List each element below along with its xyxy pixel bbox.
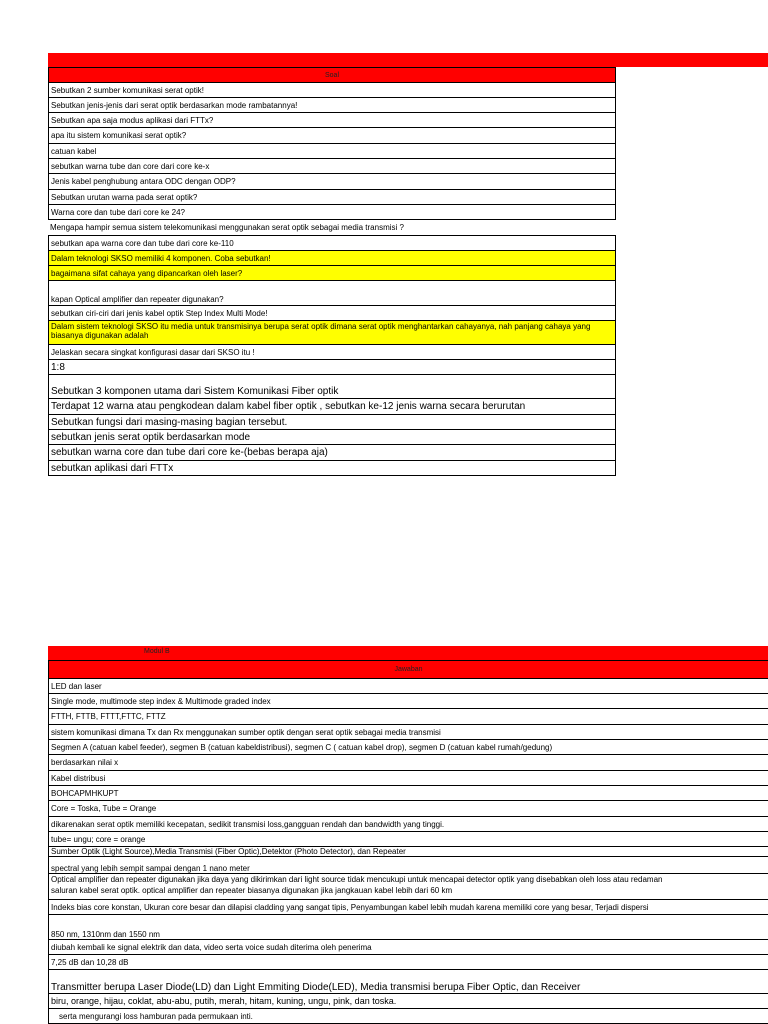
soal-row[interactable]: sebutkan apa warna core dan tube dari core ke-110 [48, 236, 616, 251]
jawaban-row[interactable]: spectral yang lebih sempit sampai dengan 1 nano meter [48, 857, 768, 874]
jawaban-header: Jawaban [48, 660, 768, 679]
jawaban-row[interactable]: Optical amplifier dan repeater digunakan jika daya yang dikirimkan dari light source tidak mencukupi untuk mencapai detector optik yang disebabkan oleh loss atau redaman [48, 874, 768, 886]
soal-row[interactable]: Sebutkan 3 komponen utama dari Sistem Komunikasi Fiber optik [48, 375, 616, 399]
jawaban-row[interactable]: LED dan laser [48, 679, 768, 694]
soal-row[interactable]: Terdapat 12 warna atau pengkodean dalam kabel fiber optik , sebutkan ke-12 jenis warna secara berurutan [48, 399, 616, 415]
jawaban-row[interactable]: saluran kabel serat optik. optical amplifier dan repeater biasanya digunakan jika jangkauan kabel lebih dari 60 km [48, 886, 768, 900]
jawaban-row[interactable]: 7,25 dB dan 10,28 dB [48, 955, 768, 970]
soal-row-highlighted[interactable]: Dalam teknologi SKSO memiliki 4 komponen. Coba sebutkan! [48, 251, 616, 266]
jawaban-row[interactable]: Transmitter berupa Laser Diode(LD) dan Light Emmiting Diode(LED), Media transmisi berupa Fiber Optic, dan Receiver [48, 970, 768, 994]
jawaban-row[interactable]: BOHCAPMHKUPT [48, 786, 768, 801]
jawaban-row[interactable]: Kabel distribusi [48, 771, 768, 786]
jawaban-row[interactable]: Sumber Optik (Light Source),Media Transmisi (Fiber Optic),Detektor (Photo Detector), dan Repeater [48, 847, 768, 857]
soal-row[interactable]: Sebutkan urutan warna pada serat optik? [48, 190, 616, 205]
jawaban-row[interactable]: dikarenakan serat optik memiliki kecepatan, sedikit transmisi loss,gangguan rendah dan bandwidth yang tinggi. [48, 817, 768, 832]
soal-row[interactable]: Warna core dan tube dari core ke 24? [48, 205, 616, 220]
soal-row[interactable]: Sebutkan 2 sumber komunikasi serat optik! [48, 83, 616, 98]
soal-row[interactable]: Sebutkan jenis-jenis dari serat optik berdasarkan mode rambatannya! [48, 98, 616, 113]
jawaban-row[interactable]: tube= ungu; core = orange [48, 832, 768, 847]
soal-row[interactable]: sebutkan aplikasi dari FTTx [48, 461, 616, 476]
jawaban-row[interactable]: berdasarkan nilai x [48, 755, 768, 771]
jawaban-row[interactable]: Segmen A (catuan kabel feeder), segmen B (catuan kabeldistribusi), segmen C ( catuan kabel drop), segmen D (catuan kabel rumah/gedung) [48, 740, 768, 755]
jawaban-row[interactable]: serta mengurangi loss hamburan pada permukaan inti. [48, 1009, 768, 1024]
soal-row[interactable]: apa itu sistem komunikasi serat optik? [48, 128, 616, 144]
soal-header: Soal [48, 67, 616, 83]
jawaban-row[interactable]: Indeks bias core konstan, Ukuran core besar dan dilapisi cladding yang sangat tipis, Penyambungan kabel lebih mudah karena memiliki core yang besar, Terjadi dispersi [48, 900, 768, 915]
soal-row-highlighted[interactable]: Dalam sistem teknologi SKSO itu media untuk transmisinya berupa serat optik dimana serat optik menghantarkan cahayanya, nah panjang cahaya yang biasanya digunakan adalah [48, 321, 616, 345]
soal-row[interactable]: Jenis kabel penghubung antara ODC dengan ODP? [48, 174, 616, 190]
soal-row[interactable]: sebutkan warna core dan tube dari core ke-(bebas berapa aja) [48, 445, 616, 461]
soal-row[interactable]: Mengapa hampir semua sistem telekomunikasi menggunakan serat optik sebagai media transmisi ? [48, 220, 616, 236]
soal-row[interactable]: 1:8 [48, 360, 616, 375]
jawaban-row[interactable]: biru, orange, hijau, coklat, abu-abu, putih, merah, hitam, kuning, ungu, pink, dan toska. [48, 994, 768, 1009]
soal-row-highlighted[interactable]: bagaimana sifat cahaya yang dipancarkan oleh laser? [48, 266, 616, 281]
jawaban-row[interactable]: diubah kembali ke signal elektrik dan data, video serta voice sudah diterima oleh penerima [48, 940, 768, 955]
soal-row[interactable]: Jelaskan secara singkat konfigurasi dasar dari SKSO itu ! [48, 345, 616, 360]
soal-row[interactable]: sebutkan ciri-ciri dari jenis kabel optik Step Index Multi Mode! [48, 306, 616, 321]
soal-row[interactable]: kapan Optical amplifier dan repeater digunakan? [48, 281, 616, 306]
jawaban-row[interactable]: 850 nm, 1310nm dan 1550 nm [48, 915, 768, 940]
soal-row[interactable]: catuan kabel [48, 144, 616, 159]
jawaban-row[interactable]: Single mode, multimode step index & Multimode graded index [48, 694, 768, 709]
soal-row[interactable]: sebutkan jenis serat optik berdasarkan mode [48, 430, 616, 445]
soal-row[interactable]: sebutkan warna tube dan core dari core ke-x [48, 159, 616, 174]
module-label: Modul B [144, 648, 170, 655]
jawaban-row[interactable]: Core = Toska, Tube = Orange [48, 801, 768, 817]
jawaban-row[interactable]: FTTH, FTTB, FTTT,FTTC, FTTZ [48, 709, 768, 725]
jawaban-row[interactable]: sistem komunikasi dimana Tx dan Rx menggunakan sumber optik dengan serat optik sebagai media transmisi [48, 725, 768, 740]
soal-row[interactable]: Sebutkan fungsi dari masing-masing bagian tersebut. [48, 415, 616, 430]
soal-row[interactable]: Sebutkan apa saja modus aplikasi dari FTTx? [48, 113, 616, 128]
soal-red-band [48, 53, 768, 67]
